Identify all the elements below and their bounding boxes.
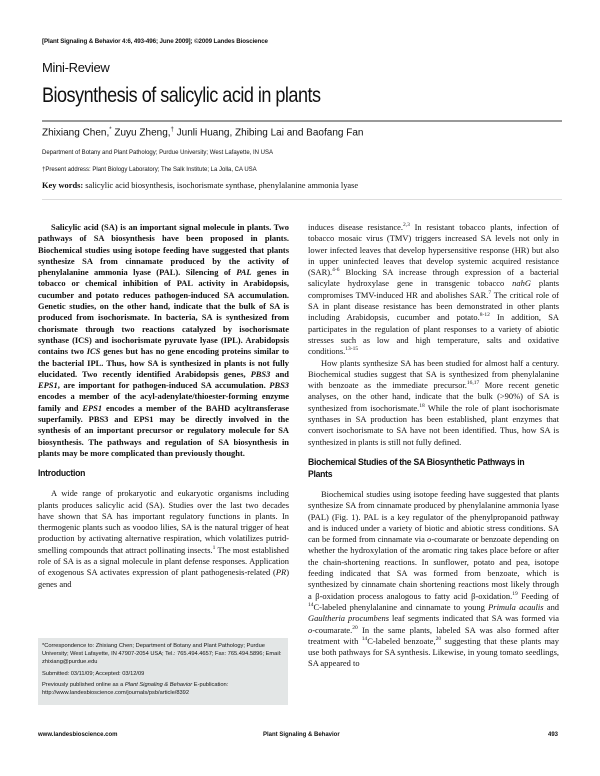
citation-ref: 4-6 [332,267,340,274]
citation-ref: 14 [308,602,314,609]
text-run: ) genes and [38,567,289,589]
italic-term: EPS1 [38,380,58,391]
text-run: and [543,601,560,612]
citation-ref: 20 [352,624,358,631]
text-run: -coumarate or benzoate depending on whether the hydroxylation of the aromatic ring takes place before or after the chain-shortening reactions. In sunflower, potato and pea, isotope feeding indicated that SA was formed from benzoate, which is synthesized by cinnamate chain shortening reactions most likely through a β-oxidation process analogous to fatty acid β-oxidation. [308,534,559,601]
text-run: C-labeled phenylalanine and cinnamate to young [313,601,489,612]
article-url[interactable]: http://www.landesbioscience.com/journals/psb/article/8392 [42,690,190,697]
italic-term: PR [275,567,287,578]
author: Junli Huang, Zhibing Lai and Baofang Fan [173,127,364,139]
paragraph [38,488,289,590]
affiliation: Department of Botany and Plant Pathology; Purdue University; West Lafayette, IN USA [42,150,274,156]
text-run: How plants synthesize SA has been studied for almost half a century. Biochemical studies suggest that SA is synthesized from phenylalanine with benzoate as the immediate precursor. [308,357,559,391]
text-run: and [270,368,289,379]
footer-journal: Plant Signaling & Behavior [263,732,340,738]
citation-ref: 14 [361,635,368,642]
citation-ref: 1 [212,544,216,551]
submission-dates: Submitted: 03/11/09; Accepted: 03/12/09 [42,670,145,677]
italic-term: PBS3 [269,380,289,391]
text-run: Introduction [38,468,86,480]
italic-term: nahG [512,278,531,289]
text-run: Blocking SA increase through expression of a bacterial salicylate hydroxylase gene in transgenic tobacco [308,267,559,289]
present-address: †Present address: Plant Biology Laboratory; The Salk Institute; La Jolla, CA USA [42,167,257,173]
paragraph [308,489,559,670]
italic-term: ICS [86,346,101,357]
text-run: The most established role of SA is as a signal molecule in plant defense responses. Application of exogenous SA activates expression of plant pathogenesis-related ( [38,544,289,578]
text-run: Biochemical Studies of the SA Biosynthetic Pathways in Plants [308,456,525,480]
keywords-text: salicylic acid biosynthesis, isochorismate synthase, phenylalanine ammonia lyase [83,181,359,190]
text-run: C-labeled benzoate, [367,635,436,646]
author-mark: * [109,127,112,133]
correspondence-text: *Correspondence to: Zhixiang Chen; Department of Botany and Plant Pathology; Purdue University; West Lafayette, IN 47907-2054 USA; Tel.: 765.494.4657; Fax: 765.494.5896; Email: zhixiang@purdue.edu [42,643,282,666]
epub-note [42,681,284,697]
right-column [308,222,559,670]
section-heading [38,468,264,480]
text-run: In the same plants, labeled SA was also formed after treatment with [308,624,559,646]
text-run: The critical role of SA in plant disease resistance has been demonstrated in other plants including Arabidopsis, cucumber and potato. [308,289,559,323]
text-run: A wide range of prokaryotic and eukaryotic organisms including plants produces salicylic acid (SA). Studies over the last two decades have shown that SA has important regulatory functions in plants. In thermogenic plants such as voodoo lilies, SA is the natural trigger of heat production by activating alternative respiration, which volatilizes putrid-smelling compounds that attract pollinating insects. [38,488,289,555]
text-run: -coumarate. [312,624,353,635]
title-divider [42,120,562,122]
italic-term: o [427,534,432,545]
text-run: genes but has no gene encoding proteins similar to the bacterial IPL. Thus, how SA is synthesized in plants is not fully elucidated. Two recently identified Arabidopsis genes, [38,346,289,379]
text-run: While the role of plant isochorismate synthases in SA production has been established, plant enzymes that convert isochorismate to SA have not been identified. Thus, how SA is synthesized in plants is still not fully defined. [308,402,559,447]
epub-prefix: Previously published online as a [42,681,125,688]
text-run: In resistant tobacco plants, infection of tobacco mosaic virus (TMV) triggers increased SA levels not only in lower infected leaves that develop hypersensitive response (HR) but also in upper uninfected leaves that develop systemic acquired resistance (SAR). [308,222,559,278]
article-title: Biosynthesis of salicylic acid in plants [42,84,321,107]
citation-ref: 2,3 [403,222,410,229]
text-run: Feeding of [517,590,559,601]
header-divider [42,199,562,200]
journal-citation: [Plant Signaling & Behavior 4:6, 493-496; June 2009]; ©2009 Landes Bioscience [42,38,268,45]
text-run: induces disease resistance. [308,222,403,232]
text-run: Biochemical studies using isotope feeding have suggested that plants synthesize SA from cinnamate produced by phenylalanine ammonia lyase (PAL) (Fig. 1). PAL is a key regulator of the phenylpropanoid pathway and is induced under a variety of biotic and abiotic stress conditions. SA can be formed from cinnamate via [308,488,559,545]
epub-journal: Plant Signaling & Behavior [124,681,193,688]
keywords [42,181,358,190]
citation-ref: 8-12 [479,312,490,319]
author-mark: † [170,127,174,133]
italic-term: EPS1 [82,402,103,413]
italic-term: Gaultheria procumbens [308,613,389,624]
citation-ref: 19 [512,590,518,597]
article-type: Mini-Review [42,60,110,75]
text-run: , are important for pathogen-induced SA accumulation. [57,380,270,391]
epub-suffix: E-publication: [192,681,229,688]
text-run: suggesting that these plants may use both pathways for SA synthesis. Likewise, in young tomato seedlings, SA appeared to [308,635,559,669]
text-run: genes in tobacco or chemical inhibition of PAL activity in Arabidopsis, cucumber and potato reduces pathogen-induced SA accumulation. Genetic studies, on the other hand, indicate that the bulk of SA is produced from isochorismate. In bacteria, SA is synthesized from chorismate through two reactions catalyzed by isochorismate synthase (ICS) and isochorismate pyruvate lyase (IPL). Arabidopsis contains two [38,267,289,357]
left-column [38,222,289,590]
paragraph [308,358,559,448]
text-run: Salicylic acid (SA) is an important signal molecule in plants. Two pathways of SA biosynthesis have been proposed in plants. Biochemical studies using isotope feeding have suggested that plants synthesize SA from cinnamate produced by the activity of phenylalanine ammonia lyase (PAL). Silencing of [38,222,289,278]
keywords-label: Key words: [42,181,84,190]
italic-term: Primula acaulis [488,601,544,612]
footer-website[interactable]: www.landesbioscience.com [38,732,118,738]
italic-term: o [308,624,313,635]
text-run: leaf segments indicated that SA was formed via [389,613,559,624]
text-run: encodes a member of the acyl-adenylate/thioester-forming enzyme family and [38,391,289,413]
paragraph [308,222,559,358]
author: Zuyu Zheng, [111,127,171,139]
citation-ref: 16,17 [466,380,480,387]
section-heading [308,457,534,481]
correspondence-box [38,638,288,705]
page-number: 493 [548,732,559,738]
abstract [38,222,289,459]
text-run: In addition, SA participates in the regulation of plant responses to a variety of abiotic stresses such as low and high temperature, salts and oxidative conditions. [308,312,559,357]
author-list [42,127,363,138]
text-run: encodes a member of the BAHD acyltransferase superfamily. PBS3 and EPS1 may be directly involved in the synthesis of an important precursor or regulatory molecule for SA biosynthesis. The pathways and regulation of SA biosynthesis in plants may be more complicated than previously thought. [38,402,289,458]
text-run: More recent genetic analyses, on the other hand, indicate that the bulk (>90%) of SA is synthesized from isochorismate. [308,380,560,413]
italic-term: PBS3 [250,368,271,379]
citation-ref: 7 [488,289,492,296]
text-run: plants compromises TMV-induced HR and abolishes SAR. [308,278,560,300]
author: Zhixiang Chen, [42,127,110,139]
citation-ref: 13-15 [345,346,359,353]
italic-term: PAL [236,267,252,278]
citation-ref: 18 [419,402,425,409]
citation-ref: 20 [435,635,442,642]
